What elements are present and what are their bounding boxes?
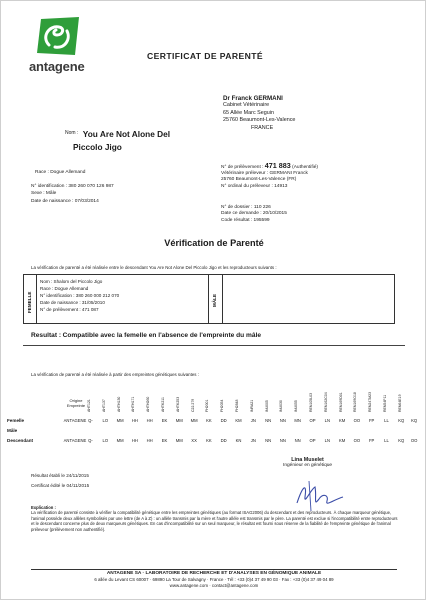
genotype-cell: KQ	[398, 418, 405, 423]
genotype-cell: XX	[191, 438, 197, 443]
genotype-cell: MM	[175, 438, 183, 443]
prel-city: 25760 Beaumont-Les-Valence (FR)	[221, 177, 297, 183]
genotype-cell: NN	[279, 438, 286, 443]
dog-name-line1: You Are Not Alone Del	[82, 129, 171, 139]
marker-header: REN64E19	[397, 394, 402, 412]
genotype-cell: DD	[220, 418, 227, 423]
vet-line1: Cabinet Vétérinaire	[223, 102, 270, 109]
dog-name-block	[15, 124, 215, 152]
row-label: Femelle	[7, 418, 25, 423]
genotype-cell: NN	[265, 438, 272, 443]
female-race: Race : Dogue Allemand	[40, 286, 89, 291]
genotype-cell: KK	[206, 418, 212, 423]
genotype-cell: JN	[250, 418, 256, 423]
genotype-cell: Q-	[88, 438, 93, 443]
dossier-date: Date ce demande : 20/10/2015	[221, 211, 287, 217]
marker-header: REN162C04	[323, 392, 328, 412]
dossier-number: N° de dossier : 110 226	[221, 205, 271, 210]
result-label: Resultat :	[31, 332, 62, 339]
genotype-cell: FP	[369, 418, 375, 423]
explanation-text: La vérification de parenté consiste à vérifier la compatibilité génétique entre les empreintes génétiques (au format ISAG2006) du descendant et des reproducteurs. À chaque marqueur génétique, l'animal possède deux allèles symbolisés par une lettre (de A à Z) : un allèle transmis par la mère et l'autre allèle est transmis par le père. La parenté est exclue si l'incompatibilité entre reproducteurs et le descendant concerne plus de deux marqueurs génétiques. En cas d'incompatibilité sur un seul marqueur, le résultat est fourni sous réserve de la fiabilité de l'empreinte génétique de l'animal préleveur (prélèvement non authentifié).	[31, 510, 398, 532]
footer-address: 6 allée du Levant CS 60007 · 69890 La Tour de Salvagny · France · Tél : +33 (0)4 37 49 90 03 · Fax : +33 (0)4 37 49 04 89	[94, 576, 334, 582]
marker-header: REN169D01	[338, 392, 343, 412]
marker-header: AHTK253	[175, 396, 180, 412]
marker-header: INRA21	[249, 399, 254, 412]
marker-header: INU055	[294, 400, 299, 412]
result-block	[31, 332, 261, 339]
genotype-cell: KK	[206, 438, 212, 443]
genotype-cell: MM	[175, 418, 183, 423]
result-divider	[23, 345, 405, 346]
female-birth: Date de naissance : 31/05/2010	[40, 300, 105, 305]
marker-header: FH2001	[205, 399, 210, 412]
brand-name: antagene	[29, 59, 85, 74]
genotype-cell: MM	[116, 418, 124, 423]
genotype-cell: KM	[338, 418, 346, 423]
footer-web: www.antagene.com · contact@antagene.com	[169, 582, 259, 588]
male-label: MÂLE	[212, 293, 217, 307]
dossier-code: Code résultat : 195599	[221, 217, 270, 223]
row-origin: ANTAGENE	[63, 418, 87, 423]
female-prel: N° de prélèvement : 471 087	[40, 307, 99, 312]
genotype-cell: FP	[369, 438, 375, 443]
dog-race: Race : Dogue Allemand	[35, 170, 86, 175]
marker-table	[7, 386, 418, 446]
prel-number: 471 883	[264, 161, 291, 170]
explanation-block	[31, 505, 401, 532]
dog-sex: Sexe : Mâle	[31, 191, 57, 197]
row-label: Mâle	[7, 428, 18, 433]
dog-info	[31, 169, 114, 205]
genotype-cell: OO	[353, 438, 361, 443]
genotype-cell: OP	[309, 418, 316, 423]
genotype-cell: LN	[324, 418, 330, 423]
female-data	[40, 278, 119, 313]
logo-icon	[31, 15, 83, 59]
female-label: FEMELLE	[27, 291, 32, 313]
antagene-logo	[31, 15, 83, 59]
genotype-cell: DD	[220, 438, 227, 443]
genotype-cell: MM	[190, 418, 198, 423]
marker-header: C22.279	[190, 398, 195, 412]
genotype-cell: EK	[161, 438, 168, 443]
marker-header: AHTH130	[116, 396, 121, 412]
genotype-cell: MN	[294, 418, 301, 423]
genotype-cell: HH	[146, 438, 153, 443]
marker-header: INU030	[279, 400, 284, 412]
marker-header: REN247M23	[368, 391, 373, 412]
genotype-cell: KN	[235, 438, 242, 443]
genotype-cell: LL	[384, 418, 389, 423]
document-title: CERTIFICAT DE PARENTÉ	[147, 51, 263, 61]
prel-label: N° de prélèvement :	[221, 165, 264, 170]
female-name: Nom : Shalom del Piccolo Jigo	[40, 279, 103, 284]
origin-header: Origine Empreinte	[66, 398, 86, 408]
footer-head: ANTAGENE SA · LABORATOIRE DE RECHERCHE ET D'ANALYSES EN GÉNOMIQUE ANIMALE	[106, 571, 322, 576]
vet-address	[223, 95, 295, 132]
genotype-cell: KM	[235, 418, 242, 423]
edit-result-date: Résultat établi le 24/11/2015	[31, 473, 89, 478]
edit-dates	[31, 471, 89, 490]
row-origin: ANTAGENE	[63, 438, 87, 443]
marker-header: AHTH260	[146, 396, 151, 412]
verification-title: Vérification de Parenté	[164, 238, 264, 248]
marker-header: FH2848	[235, 399, 239, 412]
marker-header: REN105L03	[309, 392, 313, 412]
genotype-cell: KQ	[411, 418, 418, 423]
prel-vet: Vétérinaire préleveur : GERMANI Franck	[221, 171, 308, 177]
vet-name: Dr Franck GERMANI	[223, 95, 283, 102]
genotype-cell: JN	[250, 438, 256, 443]
marker-header: INU005	[264, 400, 269, 412]
genotype-cell: LN	[324, 438, 330, 443]
footer	[1, 569, 426, 588]
edit-certificate-date: Certificat édité le 04/11/2015	[31, 482, 90, 488]
genotype-cell: MM	[116, 438, 124, 443]
marker-header: AHT137	[101, 399, 106, 412]
genotype-cell: OP	[309, 438, 316, 443]
marker-header: REN169O18	[353, 392, 358, 412]
genotype-cell: NN	[279, 418, 286, 423]
signatory-block	[283, 457, 332, 468]
genotype-cell: NN	[294, 438, 301, 443]
marker-header: AHTK211	[161, 397, 165, 412]
marker-header: REN54P11	[383, 394, 387, 412]
result-text: Compatible avec la femelle en l'absence de l'empreinte du mâle	[62, 332, 262, 339]
explanation-head: Explication :	[31, 505, 56, 510]
signatory-role: Ingénieur en génétique	[283, 463, 333, 468]
dog-birth: Date de naissance : 07/03/2014	[31, 198, 99, 204]
dossier-block	[221, 205, 287, 224]
row-label: Descendant	[7, 438, 34, 443]
prel-ordinal: N° ordinal du préleveur : 14913	[221, 183, 288, 189]
genotype-cell: LL	[384, 438, 389, 443]
analysis-intro: La vérification de parenté a été réalisée à partir des empreintes génétiques suivantes :	[31, 372, 199, 377]
genotype-cell: Q-	[88, 418, 93, 423]
genotype-cell: LO	[102, 418, 109, 423]
prelevement-block	[221, 163, 318, 190]
genotype-cell: EK	[161, 418, 168, 423]
genotype-cell: NN	[265, 418, 272, 423]
genotype-cell: HH	[146, 418, 153, 423]
parents-box	[23, 274, 395, 324]
genotype-cell: KM	[338, 438, 346, 443]
verification-intro: La vérification de parenté a été réalisée entre le descendant You Are Not Alone Del Piccolo Jigo et les reproducteurs suivants :	[31, 265, 277, 270]
genotype-cell: HH	[131, 418, 138, 423]
dog-name-label: Nom :	[65, 129, 79, 136]
signatory-name: Lina Muselet	[291, 457, 324, 463]
female-id: N° identification : 380 260 000 212 070	[40, 293, 120, 298]
genotype-cell: OO	[353, 418, 361, 423]
genotype-cell: HH	[131, 438, 138, 443]
marker-header: FH2054	[220, 399, 225, 412]
marker-header: AHT121	[87, 399, 91, 412]
vet-line3: 25760 Beaumont-Les-Valence	[223, 117, 296, 124]
dog-name-line2: Piccolo Jigo	[73, 142, 122, 152]
genotype-cell: KQ	[398, 438, 405, 443]
dog-id: N° identification : 380 260 070 126 987	[31, 183, 114, 189]
vet-line2: 65 Allée Marc Seguin	[223, 109, 274, 116]
prel-auth: (Authentifié)	[292, 165, 318, 170]
marker-header: AHTH171	[131, 396, 136, 412]
genotype-cell: OO	[410, 438, 418, 443]
vet-line4: FRANCE	[251, 124, 274, 131]
genotype-cell: LO	[102, 438, 109, 443]
